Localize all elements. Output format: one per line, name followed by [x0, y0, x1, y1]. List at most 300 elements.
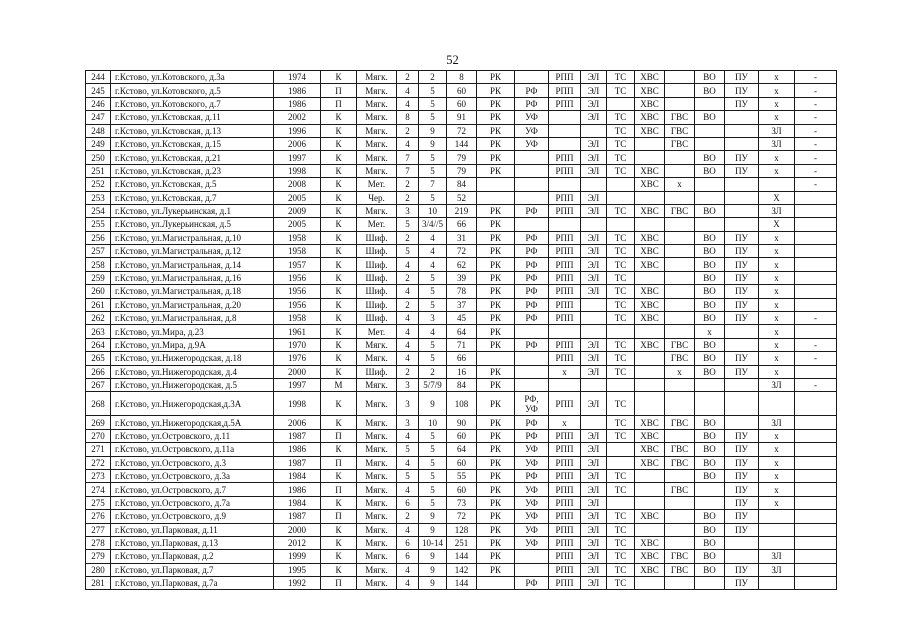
cell-year-built: 1984 [274, 496, 321, 509]
cell-col-rpp: РПП [549, 285, 581, 298]
cell-col-ts [607, 378, 635, 391]
cell-roof-type: Мягк. [357, 469, 397, 482]
cell-floors: 4 [397, 483, 419, 496]
cell-col-el: ЭЛ [581, 443, 607, 456]
cell-col-pu: ПУ [725, 151, 759, 164]
cell-col-vo: ВО [695, 298, 725, 311]
cell-year-built: 1996 [274, 124, 321, 137]
cell-year-built: 2009 [274, 204, 321, 217]
cell-col-rk: РК [477, 536, 515, 549]
cell-address: г.Кстово, ул.Парковая, д.13 [111, 536, 274, 549]
cell-col-ts: ТС [607, 429, 635, 442]
cell-col-x-zl [759, 392, 795, 416]
cell-col-vo: ВО [695, 258, 725, 271]
cell-col-hvs [635, 271, 665, 284]
table-row [86, 285, 837, 298]
cell-col-last [795, 191, 837, 204]
cell-col-ts: ТС [607, 365, 635, 378]
cell-apartments: 62 [447, 258, 477, 271]
cell-row-number: 268 [86, 392, 111, 416]
cell-col-hvs: ХВС [635, 97, 665, 110]
cell-col-last [795, 285, 837, 298]
cell-col-vo: ВО [695, 563, 725, 576]
cell-col-x-zl: х [759, 338, 795, 351]
cell-col-gvs [665, 510, 695, 523]
cell-wall-material: К [321, 536, 357, 549]
table-row [86, 245, 837, 258]
cell-col-last: - [795, 111, 837, 124]
cell-col-hvs: ХВС [635, 443, 665, 456]
cell-address: г.Кстово, ул.Нижегородская, д.18 [111, 352, 274, 365]
cell-floors: 2 [397, 271, 419, 284]
table-row [86, 312, 837, 325]
cell-row-number: 249 [86, 137, 111, 150]
cell-row-number: 267 [86, 378, 111, 391]
cell-floors: 3 [397, 416, 419, 429]
cell-col-el: ЭЛ [581, 151, 607, 164]
cell-col-ts [607, 443, 635, 456]
cell-col-last [795, 429, 837, 442]
cell-col-x-zl: х [759, 258, 795, 271]
cell-col-last [795, 325, 837, 338]
cell-col-last: - [795, 164, 837, 177]
cell-row-number: 263 [86, 325, 111, 338]
table-row [86, 456, 837, 469]
cell-roof-type: Шиф. [357, 298, 397, 311]
cell-col-el [581, 378, 607, 391]
cell-col-el: ЭЛ [581, 563, 607, 576]
cell-wall-material: К [321, 151, 357, 164]
cell-col-hvs [635, 352, 665, 365]
cell-col-last [795, 456, 837, 469]
cell-col-el: ЭЛ [581, 84, 607, 97]
cell-col-ts: ТС [607, 151, 635, 164]
cell-col-vo: ВО [695, 469, 725, 482]
cell-col-rpp [549, 218, 581, 231]
cell-row-number: 259 [86, 271, 111, 284]
cell-col-vo: х [695, 325, 725, 338]
cell-col-gvs [665, 429, 695, 442]
cell-floors: 5 [397, 218, 419, 231]
cell-col-vo [695, 97, 725, 110]
cell-floors: 6 [397, 550, 419, 563]
cell-col-x-zl: х [759, 271, 795, 284]
cell-col-rk: РК [477, 496, 515, 509]
cell-entrances: 5 [419, 456, 447, 469]
cell-col-last [795, 443, 837, 456]
cell-row-number: 245 [86, 84, 111, 97]
cell-col-el: ЭЛ [581, 191, 607, 204]
cell-apartments: 64 [447, 443, 477, 456]
cell-col-hvs [635, 577, 665, 590]
cell-wall-material: П [321, 483, 357, 496]
cell-col-gvs [665, 245, 695, 258]
cell-col-rpp: РПП [549, 151, 581, 164]
cell-address: г.Кстово, ул.Кстовская, д.11 [111, 111, 274, 124]
cell-address: г.Кстово, ул.Парковая, д.2 [111, 550, 274, 563]
cell-apartments: 90 [447, 416, 477, 429]
cell-col-x-zl: х [759, 245, 795, 258]
cell-col-last: - [795, 137, 837, 150]
cell-col-rk: РК [477, 124, 515, 137]
cell-col-vo: ВО [695, 84, 725, 97]
cell-roof-type: Мягк. [357, 111, 397, 124]
cell-col-x-zl: ЗЛ [759, 550, 795, 563]
cell-col-el [581, 312, 607, 325]
cell-col-el [581, 416, 607, 429]
cell-wall-material: П [321, 510, 357, 523]
cell-roof-type: Мягк. [357, 443, 397, 456]
cell-address: г.Кстово, ул.Мира, д.9А [111, 338, 274, 351]
cell-entrances: 5 [419, 97, 447, 110]
cell-col-ts: ТС [607, 137, 635, 150]
cell-address: г.Кстово, ул.Нижегородская, д.4 [111, 365, 274, 378]
cell-floors: 7 [397, 164, 419, 177]
cell-col-last [795, 550, 837, 563]
table-row [86, 111, 837, 124]
cell-col-last [795, 258, 837, 271]
cell-col-rk: РК [477, 392, 515, 416]
cell-col-rpp: РПП [549, 312, 581, 325]
cell-roof-type: Мягк. [357, 97, 397, 110]
cell-col-rf-uf: УФ [515, 456, 549, 469]
cell-col-last [795, 416, 837, 429]
cell-address: г.Кстово, ул.Парковая, д.7 [111, 563, 274, 576]
cell-address: г.Кстово, ул.Островского, д.7 [111, 483, 274, 496]
cell-col-hvs: ХВС [635, 71, 665, 84]
table-row [86, 469, 837, 482]
cell-floors: 4 [397, 352, 419, 365]
cell-wall-material: К [321, 71, 357, 84]
cell-col-ts: ТС [607, 483, 635, 496]
cell-col-gvs [665, 151, 695, 164]
cell-col-last [795, 496, 837, 509]
cell-floors: 4 [397, 258, 419, 271]
cell-roof-type: Шиф. [357, 258, 397, 271]
cell-col-rf-uf: РФ [515, 312, 549, 325]
cell-floors: 2 [397, 298, 419, 311]
cell-entrances: 5 [419, 483, 447, 496]
cell-col-rpp [549, 378, 581, 391]
cell-year-built: 2002 [274, 111, 321, 124]
cell-col-vo: ВО [695, 151, 725, 164]
cell-apartments: 31 [447, 231, 477, 244]
cell-col-hvs: ХВС [635, 285, 665, 298]
cell-col-vo: ВО [695, 510, 725, 523]
cell-col-rpp: РПП [549, 204, 581, 217]
cell-col-rf-uf: УФ [515, 124, 549, 137]
cell-col-pu: ПУ [725, 97, 759, 110]
cell-col-hvs [635, 137, 665, 150]
cell-col-hvs: ХВС [635, 563, 665, 576]
cell-col-vo: ВО [695, 352, 725, 365]
cell-apartments: 142 [447, 563, 477, 576]
cell-col-last [795, 231, 837, 244]
cell-col-rf-uf: РФ [515, 577, 549, 590]
cell-year-built: 1999 [274, 550, 321, 563]
cell-entrances: 10-14 [419, 536, 447, 549]
cell-col-rk: РК [477, 258, 515, 271]
cell-col-rpp: РПП [549, 231, 581, 244]
cell-apartments: 60 [447, 456, 477, 469]
cell-year-built: 1995 [274, 563, 321, 576]
cell-col-rk: РК [477, 469, 515, 482]
cell-address: г.Кстово, ул.Магистральная, д.12 [111, 245, 274, 258]
cell-col-gvs [665, 231, 695, 244]
cell-col-hvs [635, 151, 665, 164]
cell-entrances: 4 [419, 245, 447, 258]
cell-col-rk: РК [477, 204, 515, 217]
cell-col-hvs: ХВС [635, 510, 665, 523]
cell-col-rf-uf: РФ [515, 97, 549, 110]
cell-col-rf-uf [515, 325, 549, 338]
cell-col-rpp [549, 124, 581, 137]
cell-col-rpp: х [549, 365, 581, 378]
cell-col-last: - [795, 151, 837, 164]
cell-col-hvs [635, 378, 665, 391]
cell-apartments: 73 [447, 496, 477, 509]
cell-col-el: ЭЛ [581, 577, 607, 590]
page-number: 52 [446, 53, 459, 67]
cell-col-pu: ПУ [725, 456, 759, 469]
cell-col-rf-uf: РФ [515, 271, 549, 284]
cell-col-gvs: х [665, 365, 695, 378]
cell-entrances: 9 [419, 392, 447, 416]
cell-roof-type: Мягк. [357, 496, 397, 509]
cell-col-hvs [635, 191, 665, 204]
cell-col-pu [725, 204, 759, 217]
cell-col-ts: ТС [607, 204, 635, 217]
cell-apartments: 16 [447, 365, 477, 378]
cell-col-el: ЭЛ [581, 111, 607, 124]
cell-wall-material: К [321, 245, 357, 258]
cell-col-rf-uf: УФ [515, 536, 549, 549]
cell-address: г.Кстово, ул.Парковая, д.11 [111, 523, 274, 536]
cell-col-vo: ВО [695, 536, 725, 549]
cell-col-x-zl: Х [759, 191, 795, 204]
cell-floors: 4 [397, 577, 419, 590]
cell-entrances: 9 [419, 137, 447, 150]
cell-col-hvs: ХВС [635, 338, 665, 351]
cell-wall-material: К [321, 443, 357, 456]
cell-col-x-zl: х [759, 429, 795, 442]
cell-entrances: 5 [419, 338, 447, 351]
table-row [86, 84, 837, 97]
cell-col-rk: РК [477, 231, 515, 244]
cell-col-gvs [665, 469, 695, 482]
cell-apartments: 91 [447, 111, 477, 124]
cell-floors: 4 [397, 523, 419, 536]
cell-roof-type: Мягк. [357, 523, 397, 536]
cell-apartments: 66 [447, 352, 477, 365]
cell-col-gvs [665, 577, 695, 590]
cell-col-hvs: ХВС [635, 204, 665, 217]
cell-roof-type: Мягк. [357, 563, 397, 576]
cell-apartments: 108 [447, 392, 477, 416]
cell-col-el [581, 218, 607, 231]
cell-col-rf-uf: РФ [515, 416, 549, 429]
cell-col-last: - [795, 84, 837, 97]
cell-col-hvs: ХВС [635, 164, 665, 177]
cell-col-rk: РК [477, 245, 515, 258]
cell-col-gvs: ГВС [665, 204, 695, 217]
cell-col-vo: ВО [695, 429, 725, 442]
cell-wall-material: П [321, 97, 357, 110]
cell-col-last: - [795, 124, 837, 137]
cell-col-gvs [665, 71, 695, 84]
cell-col-pu: ПУ [725, 164, 759, 177]
cell-col-ts: ТС [607, 392, 635, 416]
cell-col-last [795, 577, 837, 590]
cell-col-gvs: ГВС [665, 338, 695, 351]
cell-year-built: 1957 [274, 258, 321, 271]
cell-col-hvs [635, 469, 665, 482]
cell-col-rpp: РПП [549, 469, 581, 482]
cell-col-rf-uf [515, 178, 549, 191]
cell-col-last: - [795, 378, 837, 391]
cell-roof-type: Шиф. [357, 285, 397, 298]
cell-col-rpp: РПП [549, 392, 581, 416]
cell-address: г.Кстово, ул.Нижегородская, д.5 [111, 378, 274, 391]
cell-col-pu: ПУ [725, 84, 759, 97]
cell-col-vo [695, 496, 725, 509]
cell-col-rk: РК [477, 550, 515, 563]
cell-roof-type: Шиф. [357, 245, 397, 258]
cell-floors: 6 [397, 496, 419, 509]
cell-col-gvs: ГВС [665, 483, 695, 496]
cell-col-ts [607, 191, 635, 204]
cell-row-number: 248 [86, 124, 111, 137]
cell-col-vo [695, 483, 725, 496]
cell-col-el: ЭЛ [581, 338, 607, 351]
cell-wall-material: К [321, 469, 357, 482]
cell-wall-material: К [321, 231, 357, 244]
cell-col-pu: ПУ [725, 443, 759, 456]
cell-col-gvs [665, 97, 695, 110]
cell-row-number: 272 [86, 456, 111, 469]
cell-apartments: 55 [447, 469, 477, 482]
cell-apartments: 72 [447, 510, 477, 523]
cell-col-rpp: РПП [549, 443, 581, 456]
table-body [86, 71, 837, 590]
cell-entrances: 9 [419, 510, 447, 523]
cell-col-el: ЭЛ [581, 392, 607, 416]
cell-roof-type: Мягк. [357, 84, 397, 97]
cell-col-hvs: ХВС [635, 84, 665, 97]
cell-roof-type: Шиф. [357, 271, 397, 284]
cell-col-x-zl [759, 178, 795, 191]
cell-col-x-zl: х [759, 298, 795, 311]
cell-wall-material: К [321, 496, 357, 509]
cell-entrances: 5 [419, 443, 447, 456]
cell-col-gvs [665, 271, 695, 284]
cell-row-number: 275 [86, 496, 111, 509]
cell-col-el: ЭЛ [581, 523, 607, 536]
cell-floors: 5 [397, 245, 419, 258]
cell-row-number: 264 [86, 338, 111, 351]
cell-apartments: 84 [447, 378, 477, 391]
cell-col-x-zl: х [759, 231, 795, 244]
cell-entrances: 3/4//5 [419, 218, 447, 231]
cell-row-number: 262 [86, 312, 111, 325]
cell-col-gvs: ГВС [665, 563, 695, 576]
cell-col-gvs [665, 392, 695, 416]
cell-entrances: 9 [419, 124, 447, 137]
cell-col-pu [725, 550, 759, 563]
cell-col-hvs [635, 365, 665, 378]
cell-col-pu: ПУ [725, 71, 759, 84]
cell-col-pu [725, 191, 759, 204]
cell-col-x-zl: Х [759, 218, 795, 231]
cell-col-el: ЭЛ [581, 258, 607, 271]
cell-year-built: 2006 [274, 416, 321, 429]
cell-year-built: 1998 [274, 164, 321, 177]
cell-roof-type: Мягк. [357, 137, 397, 150]
cell-col-el: ЭЛ [581, 164, 607, 177]
cell-wall-material: К [321, 312, 357, 325]
cell-col-ts: ТС [607, 312, 635, 325]
cell-col-rk: РК [477, 510, 515, 523]
cell-col-el: ЭЛ [581, 510, 607, 523]
cell-col-rpp: РПП [549, 352, 581, 365]
cell-row-number: 255 [86, 218, 111, 231]
cell-wall-material: П [321, 456, 357, 469]
cell-col-last [795, 483, 837, 496]
cell-col-x-zl [759, 536, 795, 549]
cell-wall-material: К [321, 191, 357, 204]
cell-entrances: 10 [419, 416, 447, 429]
cell-col-ts: ТС [607, 124, 635, 137]
cell-year-built: 1984 [274, 469, 321, 482]
cell-col-x-zl: ЗЛ [759, 137, 795, 150]
cell-col-el: ЭЛ [581, 550, 607, 563]
cell-entrances: 5 [419, 191, 447, 204]
cell-col-el [581, 178, 607, 191]
cell-col-pu [725, 124, 759, 137]
cell-col-gvs [665, 84, 695, 97]
cell-col-rpp: РПП [549, 496, 581, 509]
cell-col-gvs [665, 191, 695, 204]
cell-col-pu: ПУ [725, 577, 759, 590]
cell-roof-type: Мягк. [357, 577, 397, 590]
cell-col-ts: ТС [607, 231, 635, 244]
cell-col-el: ЭЛ [581, 469, 607, 482]
cell-entrances: 5 [419, 496, 447, 509]
cell-year-built: 1956 [274, 285, 321, 298]
cell-entrances: 4 [419, 258, 447, 271]
cell-col-rf-uf: РФ [515, 231, 549, 244]
cell-col-pu: ПУ [725, 496, 759, 509]
table-row [86, 325, 837, 338]
cell-col-last [795, 218, 837, 231]
table-row [86, 523, 837, 536]
cell-address: г.Кстово, ул.Островского, д.3а [111, 469, 274, 482]
cell-col-rk: РК [477, 298, 515, 311]
cell-col-last [795, 510, 837, 523]
cell-row-number: 258 [86, 258, 111, 271]
table-row [86, 204, 837, 217]
cell-address: г.Кстово, ул.Нижегородская,д.3А [111, 392, 274, 416]
cell-year-built: 1958 [274, 231, 321, 244]
cell-col-pu: ПУ [725, 469, 759, 482]
cell-col-ts: ТС [607, 523, 635, 536]
cell-floors: 4 [397, 97, 419, 110]
cell-col-rf-uf [515, 151, 549, 164]
table-row [86, 352, 837, 365]
cell-col-ts: ТС [607, 563, 635, 576]
cell-col-rk: РК [477, 271, 515, 284]
cell-apartments: 71 [447, 338, 477, 351]
